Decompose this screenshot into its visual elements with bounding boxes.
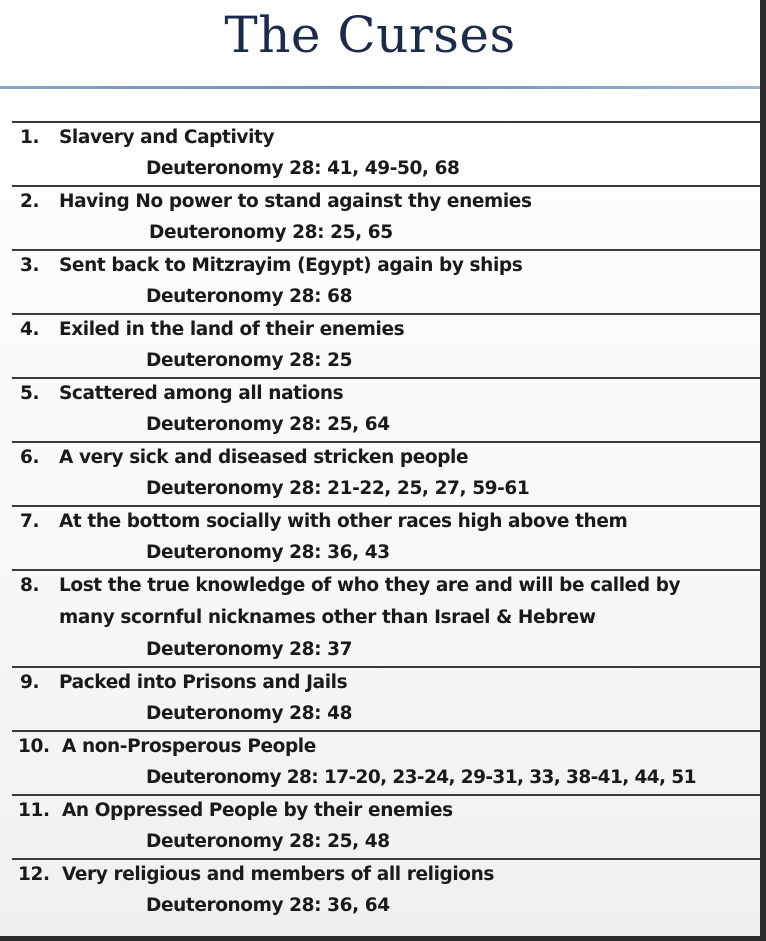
- scripture-reference: Deuteronomy 28: 21-22, 25, 27, 59-61: [146, 478, 530, 499]
- curse-text: Exiled in the land of their enemies: [59, 319, 405, 340]
- scripture-reference: Deuteronomy 28: 25, 65: [149, 222, 393, 243]
- scripture-reference: Deuteronomy 28: 68: [146, 286, 353, 307]
- table-row: [12, 507, 760, 571]
- curse-text: Scattered among all nations: [59, 383, 344, 404]
- curse-text: An Oppressed People by their enemies: [62, 800, 453, 821]
- table-row: [12, 251, 760, 315]
- row-number: 1.: [20, 127, 40, 148]
- scripture-reference: Deuteronomy 28: 41, 49-50, 68: [146, 158, 460, 179]
- curse-text: Slavery and Captivity: [59, 127, 275, 148]
- table-row: [12, 379, 760, 443]
- scripture-reference: Deuteronomy 28: 25: [146, 350, 353, 371]
- scripture-reference: Deuteronomy 28: 36, 43: [146, 542, 390, 563]
- table-row: [12, 668, 760, 732]
- table-row: [12, 732, 760, 796]
- scripture-reference: Deuteronomy 28: 25, 48: [146, 831, 390, 852]
- curses-table: [12, 121, 760, 922]
- table-row: [12, 796, 760, 860]
- page-title: The Curses: [224, 6, 516, 64]
- scripture-reference: Deuteronomy 28: 36, 64: [146, 895, 390, 916]
- curse-text: Packed into Prisons and Jails: [59, 672, 348, 693]
- row-number: 9.: [20, 672, 40, 693]
- row-number: 3.: [20, 255, 40, 276]
- row-number: 12.: [18, 864, 50, 885]
- row-number: 4.: [20, 319, 40, 340]
- row-number: 5.: [20, 383, 40, 404]
- row-number: 7.: [20, 511, 40, 532]
- table-row: [12, 443, 760, 507]
- table-row: [12, 860, 760, 922]
- table-row: [12, 315, 760, 379]
- title-divider: [0, 86, 760, 89]
- curse-text: A very sick and diseased stricken people: [59, 447, 469, 468]
- table-row: [12, 571, 760, 668]
- row-number: 2.: [20, 191, 40, 212]
- row-number: 11.: [18, 800, 50, 821]
- table-row: [12, 187, 760, 251]
- table-row: [12, 123, 760, 187]
- scripture-reference: Deuteronomy 28: 25, 64: [146, 414, 390, 435]
- curse-text: Lost the true knowledge of who they are and will be called by: [59, 575, 681, 596]
- curse-text: Very religious and members of all religions: [62, 864, 494, 885]
- scripture-reference: Deuteronomy 28: 17-20, 23-24, 29-31, 33, 38-41, 44, 51: [146, 767, 696, 788]
- curse-text: At the bottom socially with other races high above them: [59, 511, 628, 532]
- curse-text: Sent back to Mitzrayim (Egypt) again by ships: [59, 255, 523, 276]
- row-number: 8.: [20, 575, 40, 596]
- curse-text: Having No power to stand against thy enemies: [59, 191, 532, 212]
- row-number: 6.: [20, 447, 40, 468]
- curse-text-continued: many scornful nicknames other than Israel & Hebrew: [59, 607, 596, 628]
- row-number: 10.: [18, 736, 50, 757]
- curse-text: A non-Prosperous People: [62, 736, 316, 757]
- scripture-reference: Deuteronomy 28: 48: [146, 703, 353, 724]
- scripture-reference: Deuteronomy 28: 37: [146, 639, 353, 660]
